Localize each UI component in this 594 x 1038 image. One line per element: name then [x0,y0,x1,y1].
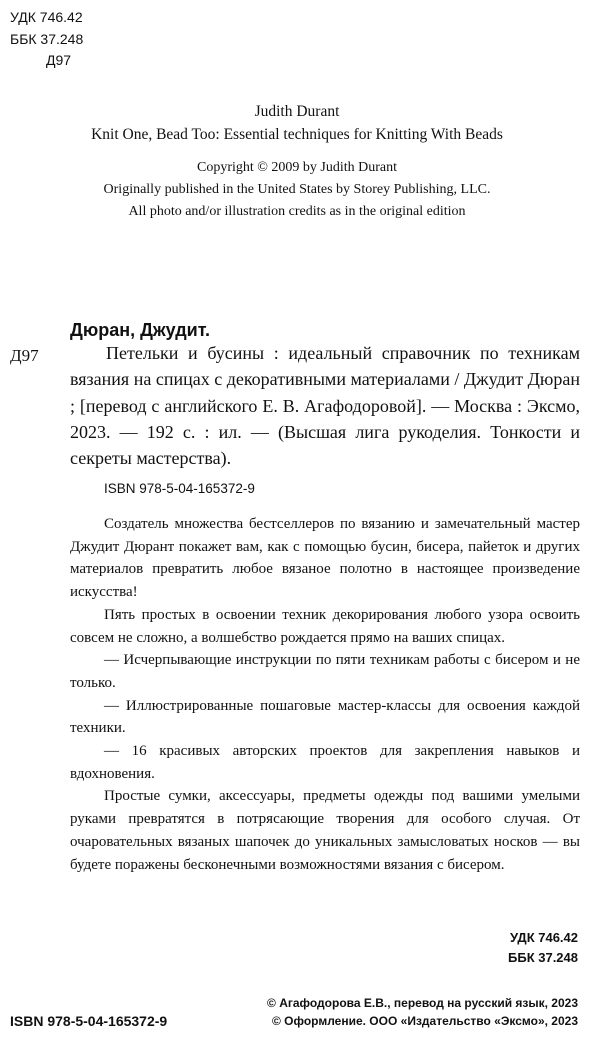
catalog-isbn: ISBN 978-5-04-165372-9 [104,481,255,496]
bottom-udk: УДК 746.42 [510,930,578,945]
original-title: Knit One, Bead Too: Essential techniques for Knitting With Beads [91,126,503,143]
annotation-paragraph: — 16 красивых авторских проектов для закрепления навыков и вдохновения. [70,743,580,782]
author-mark: Д97 [46,52,72,68]
catalog-author-heading: Дюран, Джудит. [70,320,210,340]
copyright-line: © Агафодорова Е.В., перевод на русский язык, 2023 [267,996,578,1010]
copyright-line: © Оформление. ООО «Издательство «Эксмо», 2023 [271,1014,578,1028]
credit-line: Copyright © 2009 by Judith Durant [196,160,398,175]
annotation [70,513,580,876]
annotation-paragraph: Создатель множества бестселлеров по вязанию и замечательный мастер Джудит Дюрант покажет вам, как с помощью бусин, бисера, пайеток и других материалов превратить любое вязаное полотно в настоящее произведение искусства! [70,516,580,601]
credit-line: Originally published in the United States by Storey Publishing, LLC. [103,182,491,197]
annotation-paragraph: Простые сумки, аксессуары, предметы одежды под вашими умелыми руками превратятся в потрясающие творения для особого случая. От очаровательных вязаных шапочек до уникальных замысловатых носков — вы будете поражены бесконечными возможностями вязания с бисером. [70,788,580,873]
credit-line: All photo and/or illustration credits as in the original edition [128,204,466,219]
catalog-code: Д97 [10,346,39,365]
bottom-isbn: ISBN 978-5-04-165372-9 [10,1013,168,1029]
bbk-code: ББК 37.248 [10,31,84,47]
annotation-paragraph: — Исчерпывающие инструкции по пяти техникам работы с бисером и не только. [70,652,580,691]
original-credits [0,157,594,223]
udk-code: УДК 746.42 [10,9,83,25]
original-author: Judith Durant [254,103,340,120]
annotation-paragraph: — Иллюстрированные пошаговые мастер-классы для освоения каждой техники. [70,697,580,737]
copyright-block [267,994,578,1030]
bottom-codes [508,928,578,968]
annotation-paragraph: Пять простых в освоении техник декорирования любого узора освоить совсем не сложно, а волшебство рождается прямо на ваших спицах. [70,606,580,646]
catalog-description: Петельки и бусины : идеальный справочник по техникам вязания на спицах с декоративными материалами / Джудит Дюран ; [перевод с английского Е. В. Агафодоровой]. — Москва : Эксмо, 2023. — 192 с. : ил. — (Высшая лига рукоделия. Тонкости и секреты мастерства). [70,343,580,469]
bottom-bbk: ББК 37.248 [508,950,578,965]
